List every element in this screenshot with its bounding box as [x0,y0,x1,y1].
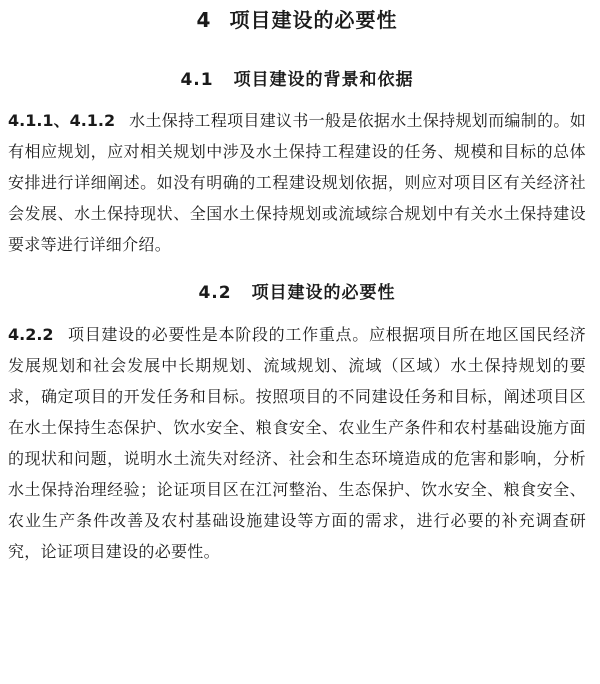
clause-paragraph [8,105,586,260]
chapter-title [8,8,586,32]
clause-text: 水土保持工程项目建议书一般是依据水土保持规划而编制的。如有相应规划，应对相关规划中涉及水土保持工程建设的任务、规模和目标的总体安排进行详细阐述。如没有明确的工程建设规划依据，则应对项目区有关经济社会发展、水土保持现状、全国水土保持规划或流域综合规划中有关水土保持建设要求等进行详细介绍。 [8,111,586,254]
section-number: 4.2 [198,283,232,303]
clause-text: 项目建设的必要性是本阶段的工作重点。应根据项目所在地区国民经济发展规划和社会发展中长期规划、流域规划、流域（区域）水土保持规划的要求，确定项目的开发任务和目标。按照项目的不同建设任务和目标，阐述项目区在水土保持生态保护、饮水安全、粮食安全、农业生产条件和农村基础设施方面的现状和问题，说明水土流失对经济、社会和生态环境造成的危害和影响，分析水土保持治理经验；论证项目区在江河整治、生态保护、饮水安全、粮食安全、农业生产条件改善及农村基础设施建设等方面的需求，进行必要的补充调查研究，论证项目建设的必要性。 [8,325,586,561]
section-title-text: 项目建设的背景和依据 [233,70,414,90]
chapter-number: 4 [196,8,212,32]
chapter-title-text: 项目建设的必要性 [229,8,398,32]
clause-paragraph [8,319,586,567]
section-title-text: 项目建设的必要性 [251,283,396,303]
section-heading [8,282,586,304]
section-number: 4.1 [180,70,214,90]
clause-number: 4.2.2 [8,325,54,344]
clause-number: 4.1.1、4.1.2 [8,111,116,130]
section-heading [8,69,586,91]
